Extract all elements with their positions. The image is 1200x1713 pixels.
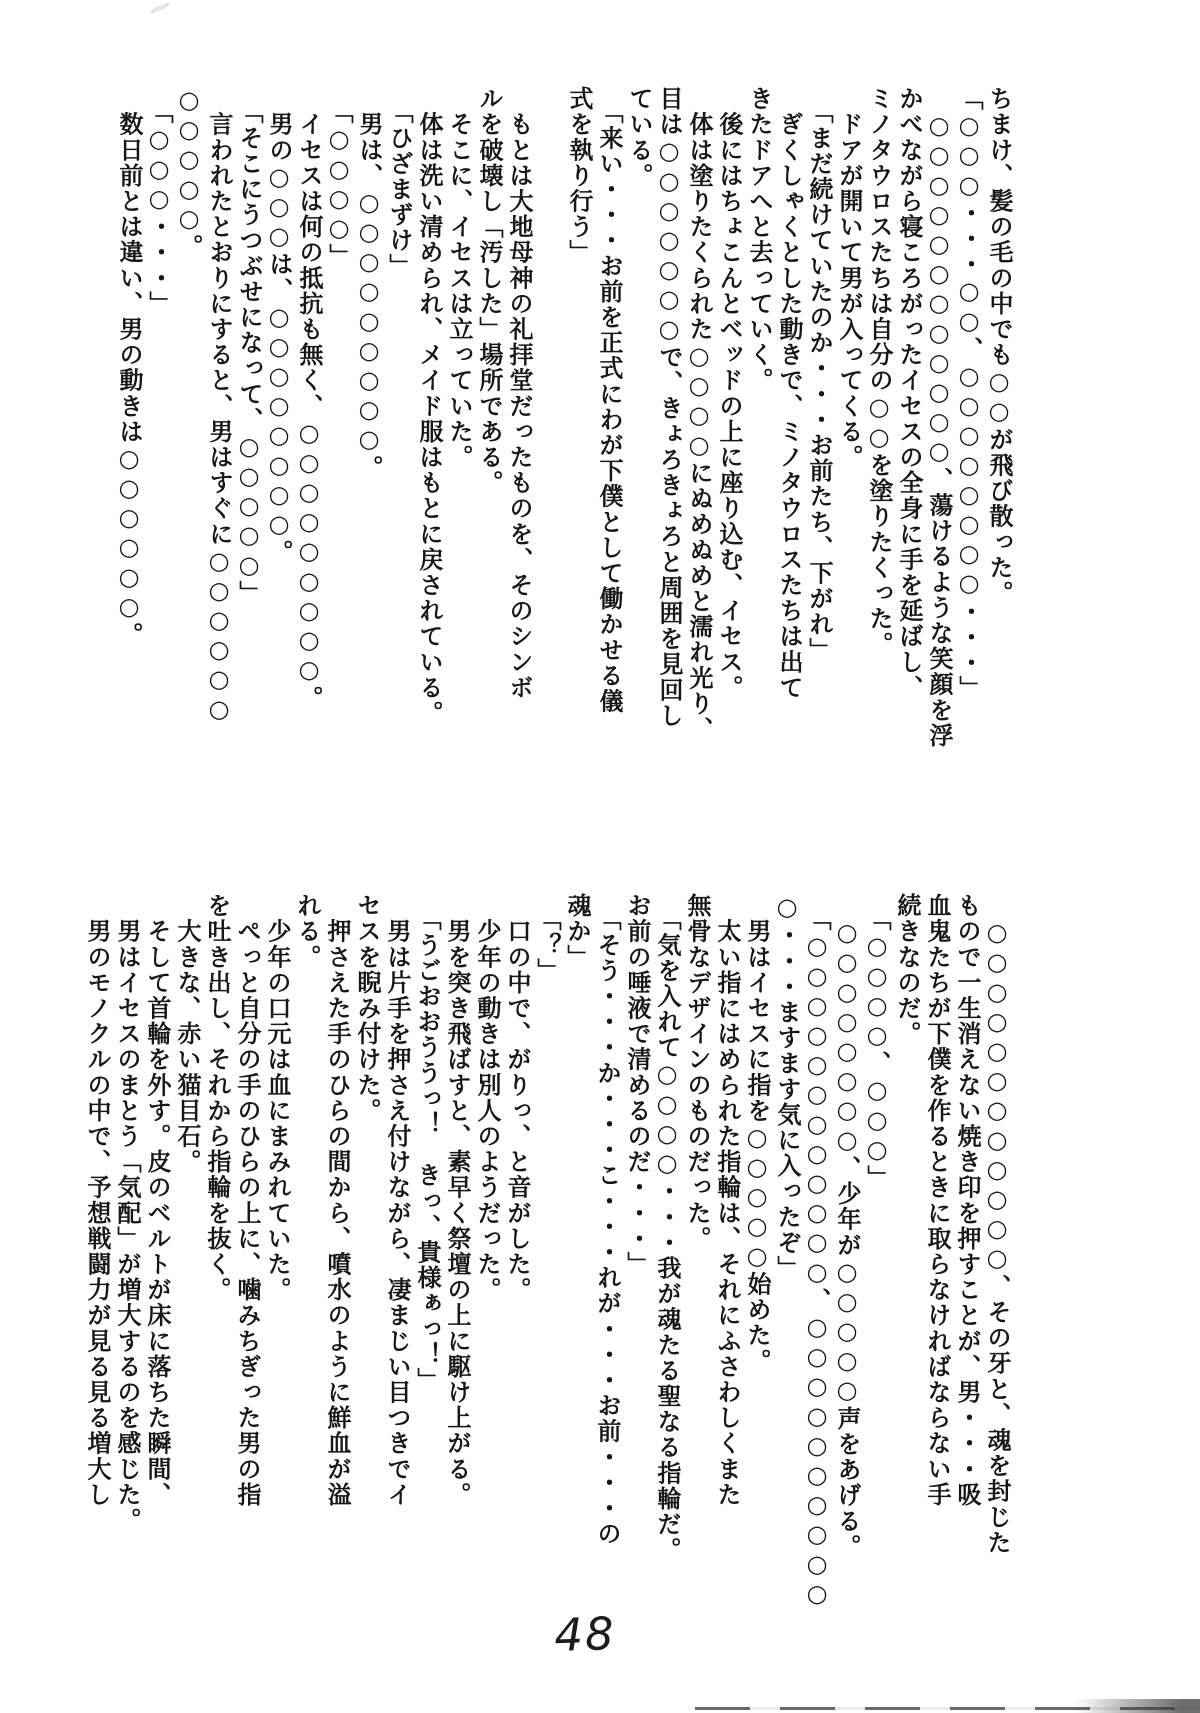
- text-column: ○○○○○。: [175, 86, 203, 260]
- text-column: ミノタウロスたちは自分の○○を塗りたくった。: [865, 86, 893, 658]
- text-column: 「○○○・・・」: [145, 86, 173, 317]
- text-column: ○○○○○○○○○○○○、その牙と、魂を封じた: [983, 893, 1011, 1556]
- text-column: 目は○○○○○○○で、きょろきょろと周囲を見回し: [655, 86, 683, 729]
- text-column: 「○○○○、○○○」: [863, 893, 891, 1191]
- text-column: 男は、○○○○○○○○○。: [355, 86, 383, 481]
- text-column: 「うごおおううっ！ きっ、貴様ぁっ！」: [413, 893, 441, 1393]
- text-column: ぎくしゃくとした動きで、ミノタウロスたちは出て: [775, 86, 803, 701]
- text-column: れる。: [293, 893, 321, 970]
- text-column: 「そう・・・か・・・こ・・・れが・・・お前・・・の: [593, 893, 621, 1547]
- text-column: 「○○○○○○○○○○○○、○○○○○○○○○○: [803, 893, 831, 1609]
- page-number: 48: [553, 1606, 617, 1663]
- text-column: 男の○○○は、○○○○○○○○。: [265, 86, 293, 566]
- text-column: ドアが開いて男が入ってくる。: [835, 86, 863, 470]
- text-column: ○○○○○○○○○○○○、蕩けるような笑顔を浮: [925, 86, 953, 749]
- text-column: 後にはちょこんとベッドの上に座り込む、イセス。: [715, 86, 743, 701]
- text-column: 押さえた手のひらの間から、噴水のように鮮血が溢: [323, 893, 351, 1508]
- text-column: かべながら寝ころがったイセスの全身に手を延ばし、: [895, 86, 923, 701]
- text-column: 「○○○・・・○○、○○○○○○○○・・・」: [955, 86, 983, 702]
- text-column: 「来い・・・お前を正式にわが下僕として働かせる儀: [595, 86, 623, 714]
- text-column: そこに、イセスは立っていた。: [445, 86, 473, 470]
- text-column: 男はイセスに指を○○○○○始めた。: [743, 893, 771, 1374]
- text-column: 大きな、赤い猫目石。: [173, 893, 201, 1175]
- text-column: 男はイセスのまとう「気配」が増大するのを感じた。: [113, 893, 141, 1533]
- text-column: 男を突き飛ばすと、素早く祭壇の上に駆け上がる。: [443, 893, 471, 1508]
- text-column: 体は洗い清められ、メイド服はもとに戻されている。: [415, 86, 443, 726]
- text-column: 少年の動きは別人のようだった。: [473, 893, 501, 1303]
- text-column: 式を執り行う」: [565, 86, 593, 266]
- text-column: 「そこにうつぶせになって、○○○○○」: [235, 86, 263, 606]
- text-column: 続きなのだ。: [893, 893, 921, 1047]
- text-column: お前の唾液で清めるのだ・・・」: [623, 893, 651, 1277]
- text-column: ぺっと自分の手のひらの上に、噛みちぎった男の指: [233, 893, 261, 1508]
- text-column: ルを破壊し「汚した」場所である。: [475, 86, 503, 496]
- text-column: ○・・・ますます気に入ったぞ」: [773, 893, 801, 1281]
- text-column: ている。: [625, 86, 653, 189]
- text-column: 無骨なデザインのものだった。: [683, 893, 711, 1252]
- text-column: 少年の口元は血にまみれていた。: [263, 893, 291, 1303]
- text-column: 口の中で、がりっ、と音がした。: [503, 893, 531, 1303]
- text-column: 太い指にはめられた指輪は、それにふさわしくまた: [713, 893, 741, 1508]
- text-column: セスを睨み付けた。: [353, 893, 381, 1124]
- text-column: ○○○○○○○○、少年が○○○○○声をあげる。: [833, 893, 861, 1560]
- text-block-top: [114, 86, 1014, 749]
- text-column: 魂か」: [563, 893, 591, 970]
- text-column: イセスは何の抵抗も無く、○○○○○○○○○。: [295, 86, 323, 711]
- scan-corner-artifact: [1075, 1699, 1200, 1713]
- text-column: 言われたとおりにすると、男はすぐに○○○○○○: [205, 86, 233, 725]
- scan-smudge-artifact: [150, 2, 170, 14]
- text-column: 数日前とは違い、男の動きは○○○○○○。: [115, 86, 143, 648]
- text-block-bottom: [82, 893, 1012, 1609]
- text-column: 「？」: [533, 893, 561, 984]
- text-column: 「○○○○」: [325, 86, 353, 270]
- text-column: 男は片手を押さえ付けながら、凄まじい目つきでイ: [383, 893, 411, 1508]
- text-column: もとは大地母神の礼拝堂だったものを、そのシンボ: [505, 86, 533, 701]
- text-column: 「ひざまずけ」: [385, 86, 413, 279]
- text-column: ちまけ、髪の毛の中でも○○が飛び散った。: [985, 86, 1013, 606]
- text-column: 体は塗りたくられた○○○○にぬめぬめと濡れ光り、: [685, 86, 713, 742]
- text-column: もので一生消えない焼き印を押すことが、男・・・吸: [953, 893, 981, 1508]
- text-column: きたドアへと去っていく。: [745, 86, 773, 394]
- text-column: 男のモノクルの中で、予想戦闘力が見る見る増大し: [83, 893, 111, 1508]
- text-column: 「まだ続けていたのか・・・お前たち、下がれ」: [805, 86, 833, 663]
- text-column: 血鬼たちが下僕を作るときに取らなければならない手: [923, 893, 951, 1508]
- text-column: 「気を入れて○○○○・・・我が魂たる聖なる指輪だ。: [653, 893, 681, 1563]
- text-column: を吐き出し、それから指輪を抜く。: [203, 893, 231, 1303]
- text-column: そして首輪を外す。皮のベルトが床に落ちた瞬間、: [143, 893, 171, 1508]
